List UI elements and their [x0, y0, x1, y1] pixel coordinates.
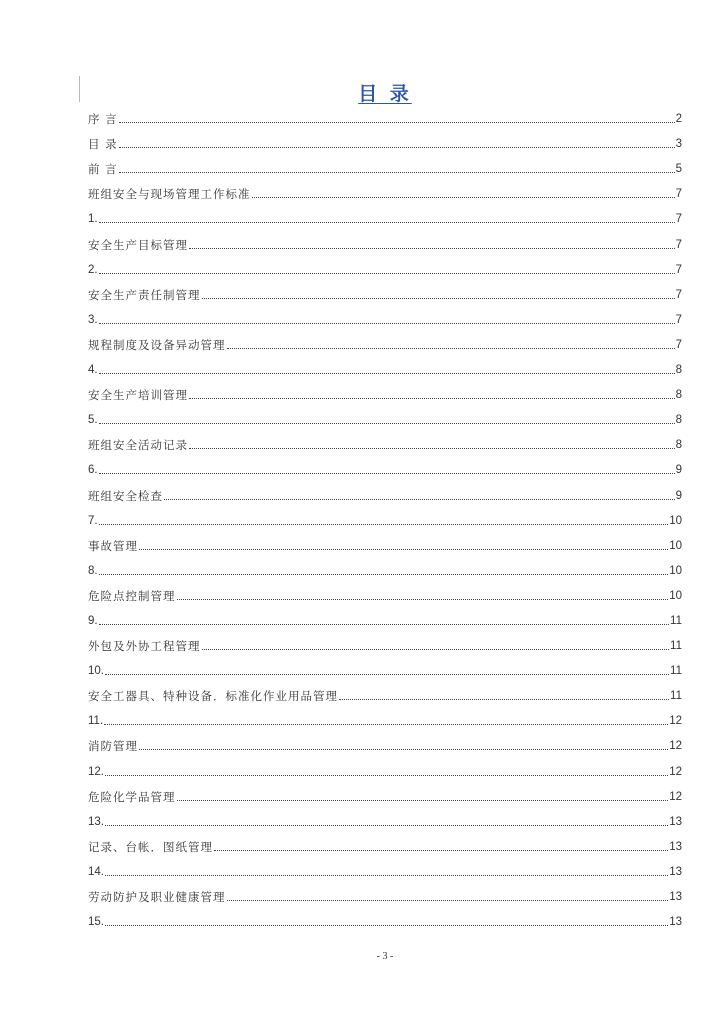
toc-dot-leader — [339, 699, 669, 700]
toc-entry-page: 11 — [670, 690, 682, 703]
toc-entry-text: 班组安全活动记录 — [88, 438, 188, 453]
toc-entry-page: 7 — [675, 338, 682, 351]
toc-entry[interactable] — [88, 780, 682, 805]
toc-entry-page: 7 — [675, 188, 682, 201]
toc-entry[interactable] — [88, 654, 682, 679]
toc-entry-page: 7 — [675, 313, 682, 326]
toc-dot-leader — [119, 172, 675, 173]
toc-entry-text: 规程制度及设备异动管理 — [88, 337, 226, 352]
toc-dot-leader — [119, 147, 675, 148]
toc-entry-text: 消防管理 — [88, 739, 138, 754]
toc-entry-text: 9. — [88, 614, 98, 627]
toc-entry-page: 8 — [675, 389, 682, 402]
toc-entry[interactable] — [88, 629, 682, 654]
toc-entry-page: 13 — [669, 916, 682, 929]
toc-entry[interactable] — [88, 202, 682, 227]
toc-entry-text: 安全工器具、特种设备．标准化作业用品管理 — [88, 689, 338, 704]
toc-entry-page: 7 — [675, 238, 682, 251]
toc-dot-leader — [139, 749, 668, 750]
toc-entry-text: 危险化学品管理 — [88, 789, 176, 804]
toc-entry-text: 安全生产目标管理 — [88, 237, 188, 252]
toc-entry[interactable] — [88, 604, 682, 629]
toc-dot-leader — [105, 925, 668, 926]
toc-entry[interactable] — [88, 328, 682, 353]
toc-dot-leader — [105, 825, 668, 826]
toc-entry[interactable] — [88, 353, 682, 378]
toc-entry-text: 前 言 — [88, 162, 118, 177]
toc-entry-page: 2 — [675, 113, 682, 126]
toc-dot-leader — [177, 800, 669, 801]
toc-entry-text: 班组安全与现场管理工作标准 — [88, 187, 251, 202]
toc-entry[interactable] — [88, 554, 682, 579]
toc-entry-page: 10 — [669, 564, 682, 577]
toc-entry-page: 10 — [669, 539, 682, 552]
toc-dot-leader — [105, 674, 669, 675]
toc-entry-text: 1. — [88, 213, 98, 226]
toc-entry-page: 10 — [669, 589, 682, 602]
toc-dot-leader — [189, 398, 675, 399]
toc-dot-leader — [227, 348, 675, 349]
toc-entry-text: 5. — [88, 414, 98, 427]
toc-entry[interactable] — [88, 830, 682, 855]
toc-entry-text: 3. — [88, 313, 98, 326]
toc-entry-page: 13 — [669, 891, 682, 903]
toc-dot-leader — [99, 524, 669, 525]
toc-dot-leader — [139, 549, 668, 550]
toc-entry-page: 12 — [669, 790, 682, 803]
toc-entry[interactable] — [88, 428, 682, 453]
toc-entry-text: 目 录 — [88, 137, 118, 152]
toc-entry-text: 外包及外协工程管理 — [88, 639, 201, 654]
toc-entry[interactable] — [88, 880, 682, 905]
toc-dot-leader — [214, 850, 668, 851]
toc-entry[interactable] — [88, 905, 682, 930]
toc-entry-page: 8 — [675, 414, 682, 427]
toc-entry-page: 11 — [670, 640, 682, 653]
toc-entry-text: 7. — [88, 514, 98, 527]
toc-dot-leader — [99, 473, 675, 474]
toc-entry-page: 8 — [675, 439, 682, 452]
toc-entry-page: 7 — [675, 213, 682, 226]
toc-dot-leader — [189, 448, 675, 449]
toc-entry[interactable] — [88, 504, 682, 529]
toc-entry-page: 11 — [670, 614, 682, 627]
toc-entry-text: 8. — [88, 564, 98, 577]
toc-entry-text: 10. — [88, 665, 104, 678]
toc-entry-text: 11. — [88, 715, 104, 728]
toc-entry-page: 8 — [675, 364, 682, 377]
toc-entry[interactable] — [88, 579, 682, 604]
toc-dot-leader — [104, 724, 668, 725]
toc-entry-text: 4. — [88, 364, 98, 377]
toc-entry-page: 7 — [675, 288, 682, 301]
toc-dot-leader — [105, 875, 668, 876]
toc-entry-text: 13. — [88, 815, 104, 828]
toc-dot-leader — [164, 499, 675, 500]
toc-title: 目 录 — [358, 83, 412, 105]
toc-entry[interactable] — [88, 152, 682, 177]
toc-entry[interactable] — [88, 679, 682, 704]
toc-entry[interactable] — [88, 453, 682, 478]
toc-dot-leader — [105, 775, 668, 776]
toc-entry-text: 14. — [88, 865, 104, 878]
toc-entry-page: 13 — [669, 840, 682, 853]
toc-entry-text: 6. — [88, 464, 98, 477]
toc-entry-page: 9 — [675, 464, 682, 477]
toc-entry-text: 序 言 — [88, 112, 118, 127]
toc-entry[interactable] — [88, 177, 682, 202]
toc-entry[interactable] — [88, 227, 682, 252]
toc-entry-page: 13 — [669, 865, 682, 878]
toc-dot-leader — [99, 373, 675, 374]
toc-entry-page: 13 — [669, 815, 682, 828]
toc-entry[interactable] — [88, 855, 682, 880]
toc-entry-text: 安全生产责任制管理 — [88, 287, 201, 302]
toc-entry-text: 12. — [88, 765, 104, 778]
toc-entry-text: 2. — [88, 263, 98, 276]
toc-dot-leader — [202, 649, 670, 650]
toc-entry[interactable] — [88, 253, 682, 278]
toc-entry[interactable] — [88, 754, 682, 779]
toc-entry[interactable] — [88, 704, 682, 729]
toc-entry-page: 9 — [675, 489, 682, 502]
toc-entry-text: 危险点控制管理 — [88, 588, 176, 603]
toc-dot-leader — [252, 197, 675, 198]
toc-list — [88, 102, 682, 930]
toc-dot-leader — [227, 900, 669, 901]
toc-entry[interactable] — [88, 378, 682, 403]
toc-entry-page: 12 — [669, 740, 682, 753]
toc-entry[interactable] — [88, 529, 682, 554]
toc-entry-page: 5 — [675, 163, 682, 176]
toc-entry[interactable] — [88, 303, 682, 328]
toc-entry-text: 记录、台帐．图纸管理 — [88, 839, 213, 854]
toc-dot-leader — [99, 624, 669, 625]
toc-entry-page: 3 — [675, 138, 682, 151]
toc-entry[interactable] — [88, 127, 682, 152]
toc-dot-leader — [99, 222, 675, 223]
toc-dot-leader — [189, 248, 675, 249]
toc-entry[interactable] — [88, 478, 682, 503]
toc-dot-leader — [202, 298, 675, 299]
toc-entry-page: 11 — [670, 665, 682, 678]
toc-entry-page: 12 — [669, 715, 682, 728]
toc-entry[interactable] — [88, 805, 682, 830]
toc-entry[interactable] — [88, 403, 682, 428]
toc-entry[interactable] — [88, 102, 682, 127]
toc-entry[interactable] — [88, 278, 682, 303]
page-number: - 3 - — [376, 951, 394, 962]
toc-dot-leader — [99, 574, 669, 575]
toc-entry-page: 12 — [669, 765, 682, 778]
toc-dot-leader — [119, 122, 675, 123]
toc-dot-leader — [99, 273, 675, 274]
toc-entry-text: 安全生产培训管理 — [88, 388, 188, 403]
toc-dot-leader — [177, 599, 669, 600]
toc-entry-text: 劳动防护及职业健康管理 — [88, 890, 226, 904]
toc-entry-text: 事故管理 — [88, 538, 138, 553]
toc-entry[interactable] — [88, 729, 682, 754]
toc-entry-text: 班组安全检查 — [88, 488, 163, 503]
toc-dot-leader — [99, 323, 675, 324]
toc-entry-page: 10 — [669, 514, 682, 527]
toc-entry-page: 7 — [675, 263, 682, 276]
toc-entry-text: 15. — [88, 916, 104, 929]
toc-dot-leader — [99, 423, 675, 424]
